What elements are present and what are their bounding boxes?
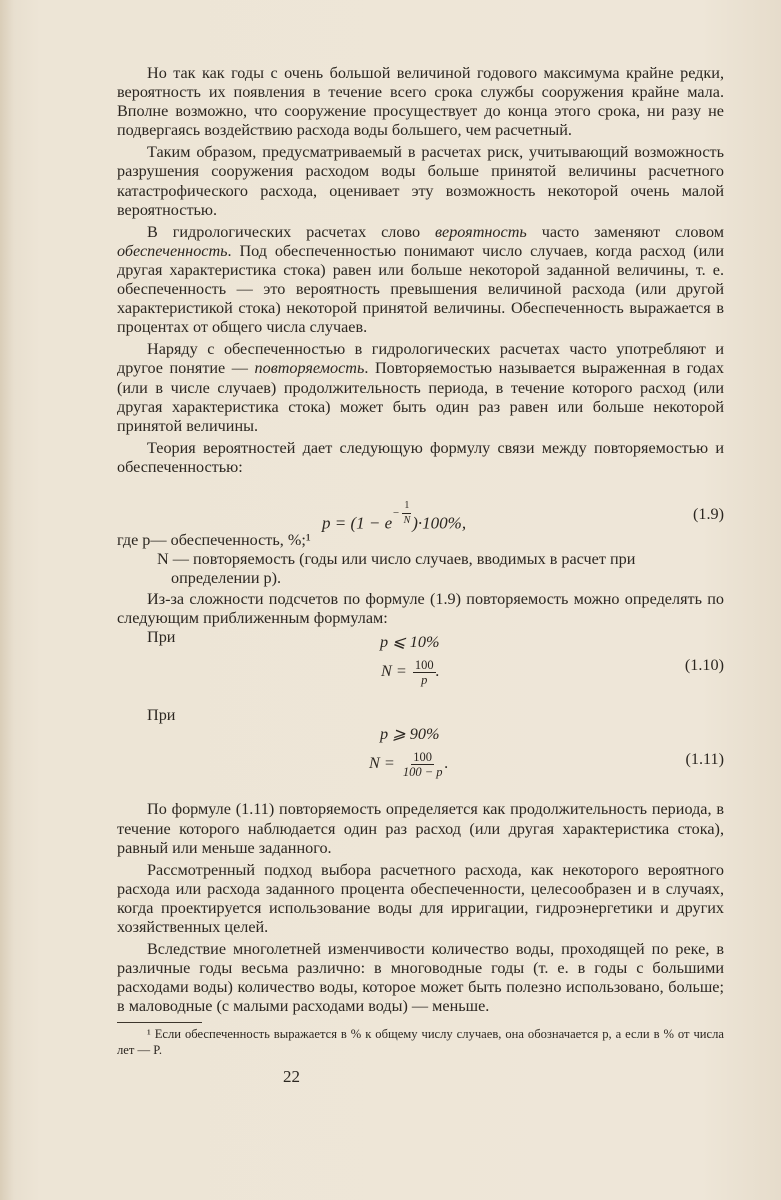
paragraph-3-text-c: часто заменяют словом xyxy=(526,222,724,241)
case-1-num: 100 xyxy=(414,658,434,673)
case-1-tail: . xyxy=(435,662,440,681)
case-2-formula xyxy=(369,750,449,779)
case-2-num: 100 xyxy=(413,750,433,765)
case-2-tail: . xyxy=(444,754,449,773)
paragraph-3-text-e: . Под обеспеченностью понимают число случаев, когда расход (или другая характеристика стока) равен или больше некоторой заданной величины, т. е. обеспеченность — это вероятность превышения величиной расхода (или другой характеристикой стока) некоторой принятой величины. Обеспеченность выражается в процентах от общего числа случаев. xyxy=(117,241,724,337)
where-line-2: N — повторяемость (годы или число случаев, вводимых в расчет при определении p). xyxy=(157,550,636,588)
paragraph-8: Рассмотренный подход выбора расчетного расхода, как некоторого вероятного расхода или расхода заданного процента обеспеченности, целесообразен и в случаях, когда проектируется использование воды для ирригации, гидроэнергетики и других хозяйственных целей. xyxy=(117,860,724,936)
equation-number-1-10: (1.10) xyxy=(684,656,724,675)
paragraph-4-text-c: . Повторяемостью называется выраженная в годах (или в числе случаев) продолжительность периода, в течение которого расход (или другая характеристика стока) может быть один раз равен или больше некоторой принятой величины. xyxy=(117,359,724,435)
paragraph-1: Но так как годы с очень большой величиной годового максимума крайне редки, вероятность их появления в течение всего срока службы сооружения крайне мала. Вполне возможно, что сооружение просуществует до конца этого срока, ни разу не подвергаясь воздействию расхода воды большего, чем расчетный. xyxy=(117,64,724,140)
case-1-block xyxy=(117,628,724,706)
paragraph-9: Вследствие многолетней изменчивости количество воды, проходящей по реке, в различные годы весьма различно: в многоводные годы (т. е. в годы с большими расходами воды) количество воды, которое может быть полезно использовано, больше; в маловодные (с малыми расходами воды) — меньше. xyxy=(117,940,724,1016)
case-2-fraction xyxy=(401,750,445,779)
paragraph-3 xyxy=(117,223,724,338)
where-block xyxy=(117,531,724,588)
case-1-den: p xyxy=(421,673,428,688)
term-probability: вероятность xyxy=(435,222,527,241)
case-1-label: При xyxy=(147,628,176,647)
formula-1-9 xyxy=(117,491,724,531)
equation-number-1-9: (1.9) xyxy=(692,504,724,523)
formula-1-9-exp-den: N xyxy=(403,514,411,526)
case-2-block xyxy=(117,706,724,786)
text-column xyxy=(117,64,724,1058)
case-2-label: При xyxy=(147,706,176,725)
formula-1-9-rhs: )·100%, xyxy=(412,513,467,533)
formula-1-9-exponent xyxy=(402,499,413,528)
case-2-den: 100 − p xyxy=(402,765,443,780)
case-1-fraction xyxy=(413,658,436,687)
where-line-1: где p— обеспеченность, %;¹ xyxy=(117,530,311,549)
paragraph-4 xyxy=(117,340,724,435)
case-2-condition: p ⩾ 90% xyxy=(380,725,440,744)
formula-1-9-lhs: p = (1 − e xyxy=(322,513,393,533)
paragraph-3-text-a: В гидрологических расчетах слово xyxy=(147,222,435,241)
formula-1-9-exp-num: 1 xyxy=(402,499,411,514)
term-recurrence: повторяемость xyxy=(254,359,365,378)
term-exceedance: обеспеченность xyxy=(117,241,228,260)
page-number: 22 xyxy=(283,1067,300,1086)
paragraph-7: По формуле (1.11) повторяемость определяется как продолжительность периода, в течение которого наблюдается один раз расход (или другая характеристика стока), равный или меньше заданного. xyxy=(117,800,724,857)
footnote-divider xyxy=(117,1022,202,1023)
case-1-lhs: N = xyxy=(381,662,407,681)
formula-1-9-exp-sign: − xyxy=(392,507,400,519)
equation-number-1-11: (1.11) xyxy=(685,750,724,769)
case-1-condition: p ⩽ 10% xyxy=(380,633,440,652)
case-1-formula xyxy=(381,658,440,687)
paragraph-4-text-a: Наряду с обеспеченностью в гидрологических расчетах часто употребляют и другое понятие — xyxy=(117,340,724,378)
paragraph-2: Таким образом, предусматриваемый в расчетах риск, учитывающий возможность разрушения сооружения расходом воды больше принятой величины расчетного катастрофического расхода, оценивает эту возможность некоторой очень малой вероятностью. xyxy=(117,143,724,219)
paragraph-5: Теория вероятностей дает следующую формулу связи между повторяемостью и обеспеченностью: xyxy=(117,438,724,476)
case-2-lhs: N = xyxy=(369,754,395,773)
footnote: ¹ Если обеспеченность выражается в % к общему числу случаев, она обозначается p, а если в % от числа лет — P. xyxy=(117,1027,724,1057)
paragraph-6: Из-за сложности подсчетов по формуле (1.9) повторяемость можно определять по следующим приближенным формулам: xyxy=(117,590,724,628)
